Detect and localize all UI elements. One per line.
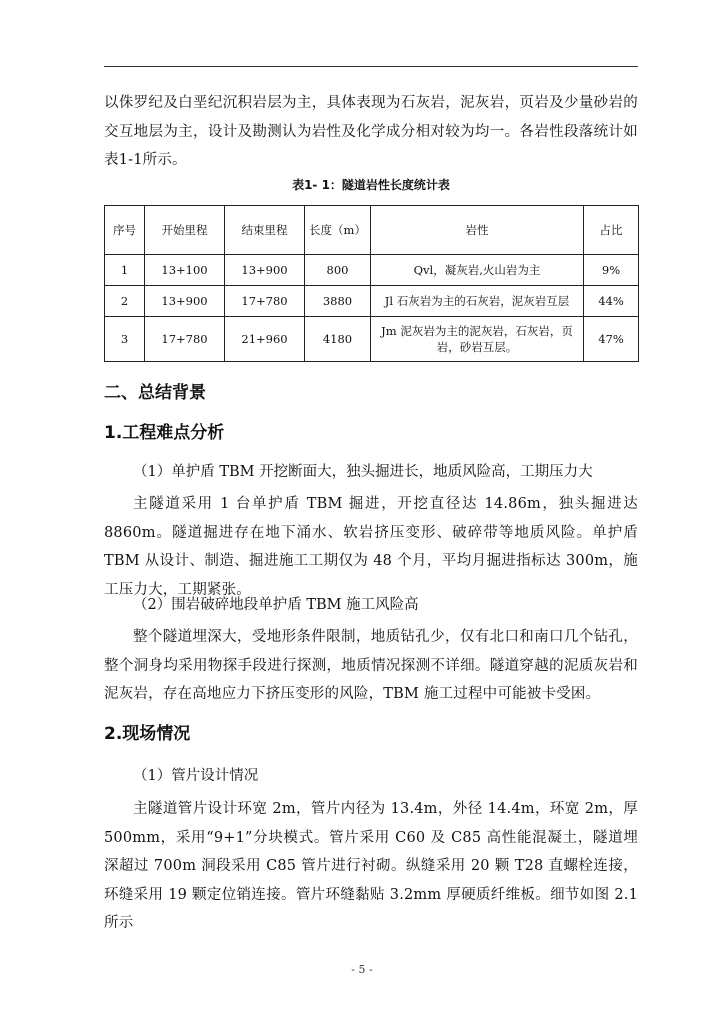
header-start: 开始里程 <box>145 206 225 255</box>
cell-start: 17+780 <box>145 317 225 362</box>
cell-lithology: Qvl，凝灰岩,火山岩为主 <box>371 255 584 286</box>
cell-start: 13+900 <box>145 286 225 317</box>
subsection-title-difficulties: 1.工程难点分析 <box>104 423 225 443</box>
header-seq: 序号 <box>105 206 145 255</box>
subsection-title-site: 2.现场情况 <box>104 724 191 744</box>
table-header-row <box>105 206 639 255</box>
table-caption: 表1- 1：隧道岩性长度统计表 <box>292 178 450 192</box>
cell-lithology: Jm 泥灰岩为主的泥灰岩，石灰岩，页岩，砂岩互层。 <box>371 317 584 362</box>
header-rule <box>104 66 638 67</box>
header-lithology: 岩性 <box>371 206 584 255</box>
intro-paragraph: 以侏罗纪及白垩纪沉积岩层为主，具体表现为石灰岩，泥灰岩，页岩及少量砂岩的交互地层为主，设计及勘测认为岩性及化学成分相对较为均一。各岩性段落统计如表1-1所示。 <box>104 95 638 168</box>
cell-lithology: Jl 石灰岩为主的石灰岩，泥灰岩互层 <box>371 286 584 317</box>
cell-ratio: 47% <box>584 317 639 362</box>
cell-length: 3880 <box>305 286 371 317</box>
paragraph-tbm-risk: 主隧道采用 1 台单护盾 TBM 掘进，开挖直径达 14.86m，独头掘进达 8860m。隧道掘进存在地下涌水、软岩挤压变形、破碎带等地质风险。单护盾 TBM 从设计、制造、掘进施工工期仅为 48 个月，平均月掘进指标达 300m，施工压力大，工期紧张。 <box>104 496 638 598</box>
cell-ratio: 44% <box>584 286 639 317</box>
page-number: - 5 - <box>351 963 373 976</box>
paragraph-fractured-rock: 整个隧道埋深大，受地形条件限制，地质钻孔少，仅有北口和南口几个钻孔，整个洞身均采用物探手段进行探测，地质情况探测不详细。隧道穿越的泥质灰岩和泥灰岩，存在高地应力下挤压变形的风险，TBM 施工过程中可能被卡受困。 <box>104 629 638 702</box>
cell-end: 13+900 <box>225 255 305 286</box>
header-length: 长度（m） <box>305 206 371 255</box>
cell-seq: 3 <box>105 317 145 362</box>
header-ratio: 占比 <box>584 206 639 255</box>
cell-length: 4180 <box>305 317 371 362</box>
table-row <box>105 286 639 317</box>
header-end: 结束里程 <box>225 206 305 255</box>
table-row <box>105 255 639 286</box>
item-heading-fractured-rock: （2）围岩破碎地段单护盾 TBM 施工风险高 <box>133 597 419 613</box>
cell-ratio: 9% <box>584 255 639 286</box>
cell-start: 13+100 <box>145 255 225 286</box>
cell-end: 17+780 <box>225 286 305 317</box>
item-heading-tbm-risk: （1）单护盾 TBM 开挖断面大，独头掘进长，地质风险高，工期压力大 <box>133 464 593 480</box>
item-heading-segment-design: （1）管片设计情况 <box>133 768 259 784</box>
cell-seq: 1 <box>105 255 145 286</box>
section-title: 二、总结背景 <box>104 383 206 403</box>
cell-end: 21+960 <box>225 317 305 362</box>
cell-seq: 2 <box>105 286 145 317</box>
lithology-table <box>104 205 639 362</box>
paragraph-segment-design: 主隧道管片设计环宽 2m，管片内径为 13.4m，外径 14.4m，环宽 2m，厚 500mm，采用“9+1”分块模式。管片采用 C60 及 C85 高性能混凝土，隧道埋深超过 700m 洞段采用 C85 管片进行衬砌。纵缝采用 20 颗 T28 直螺栓连接，环缝采用 19 颗定位销连接。管片环缝黏贴 3.2mm 厚硬质纤维板。细节如图 2.1 所示 <box>104 801 638 931</box>
cell-length: 800 <box>305 255 371 286</box>
table-row <box>105 317 639 362</box>
